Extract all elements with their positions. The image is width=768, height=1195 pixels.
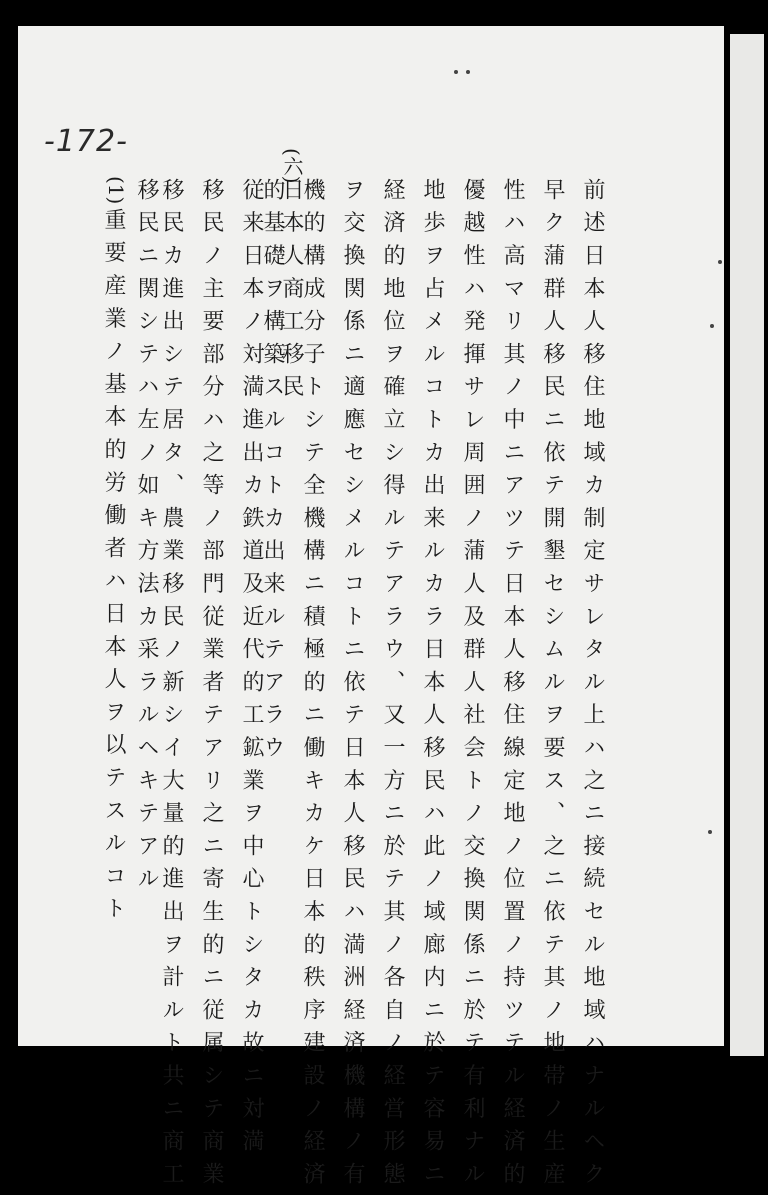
text-column: 前述日本人移住地域カ制定サレタル上ハ之ニ接続セル地域ハナルヘク bbox=[580, 178, 605, 1195]
section-marker: (六) bbox=[280, 148, 304, 184]
text-column: 機的構成分子トシテ全機構ニ積極的ニ働キカケ日本的秩序建設ノ経済 bbox=[300, 178, 325, 1195]
item-marker: (1) bbox=[104, 176, 128, 205]
speck bbox=[718, 260, 722, 264]
text-column: 優越性ハ発揮サレ周囲ノ蒲人及群人社会トノ交換関係ニ於テ有利ナル bbox=[460, 178, 485, 1195]
speck bbox=[710, 324, 714, 328]
adjacent-page-edge bbox=[730, 34, 764, 1056]
text-column: ヲ交換関係ニ適應セシメルコトニ依テ日本人移民ハ満洲経済機構ノ有 bbox=[340, 178, 365, 1195]
text-column: 地歩ヲ占メルコトカ出来ルカラ日本人移民ハ此ノ域廊内ニ於テ容易ニ bbox=[420, 178, 445, 1195]
speck bbox=[454, 70, 458, 74]
text-column: 経済的地位ヲ確立シ得ルテアラウ、又一方ニ於テ其ノ各自ノ経営形態 bbox=[380, 178, 405, 1195]
text-column: 従来日本ノ対満進出カ鉄道及近代的工鉱業ヲ中心トシタカ故ニ対満 bbox=[239, 178, 264, 1162]
text-column: 移民ノ主要部分ハ之等ノ部門従業者テアリ之ニ寄生的ニ従属シテ商業 bbox=[199, 178, 224, 1195]
text-column: 移民カ進出シテ居タ、農業移民ノ新シイ大量的進出ヲ計ルト共ニ商工 bbox=[159, 178, 184, 1195]
text-column: 的基礎ヲ構築スルコトカ出来ルテアラウ bbox=[260, 178, 285, 769]
speck bbox=[708, 830, 712, 834]
text-column: 移民ニ関シテハ左ノ如キ方法カ采ラルヘキテアル bbox=[134, 178, 159, 900]
text-column: 早ク蒲群人移民ニ依テ開墾セシムルヲ要ス、之ニ依テ其ノ地帯ノ生産 bbox=[540, 178, 565, 1195]
page-number: -172- bbox=[44, 124, 128, 159]
text-column: 重要産業ノ基本的労働者ハ日本人ヲ以テスルコト bbox=[101, 208, 126, 930]
text-column: 性ハ高マリ其ノ中ニアツテ日本人移住線定地ノ位置ノ持ツテル経済的 bbox=[500, 178, 525, 1195]
section-heading: 日本人商工移民 bbox=[279, 178, 304, 408]
speck bbox=[466, 70, 470, 74]
